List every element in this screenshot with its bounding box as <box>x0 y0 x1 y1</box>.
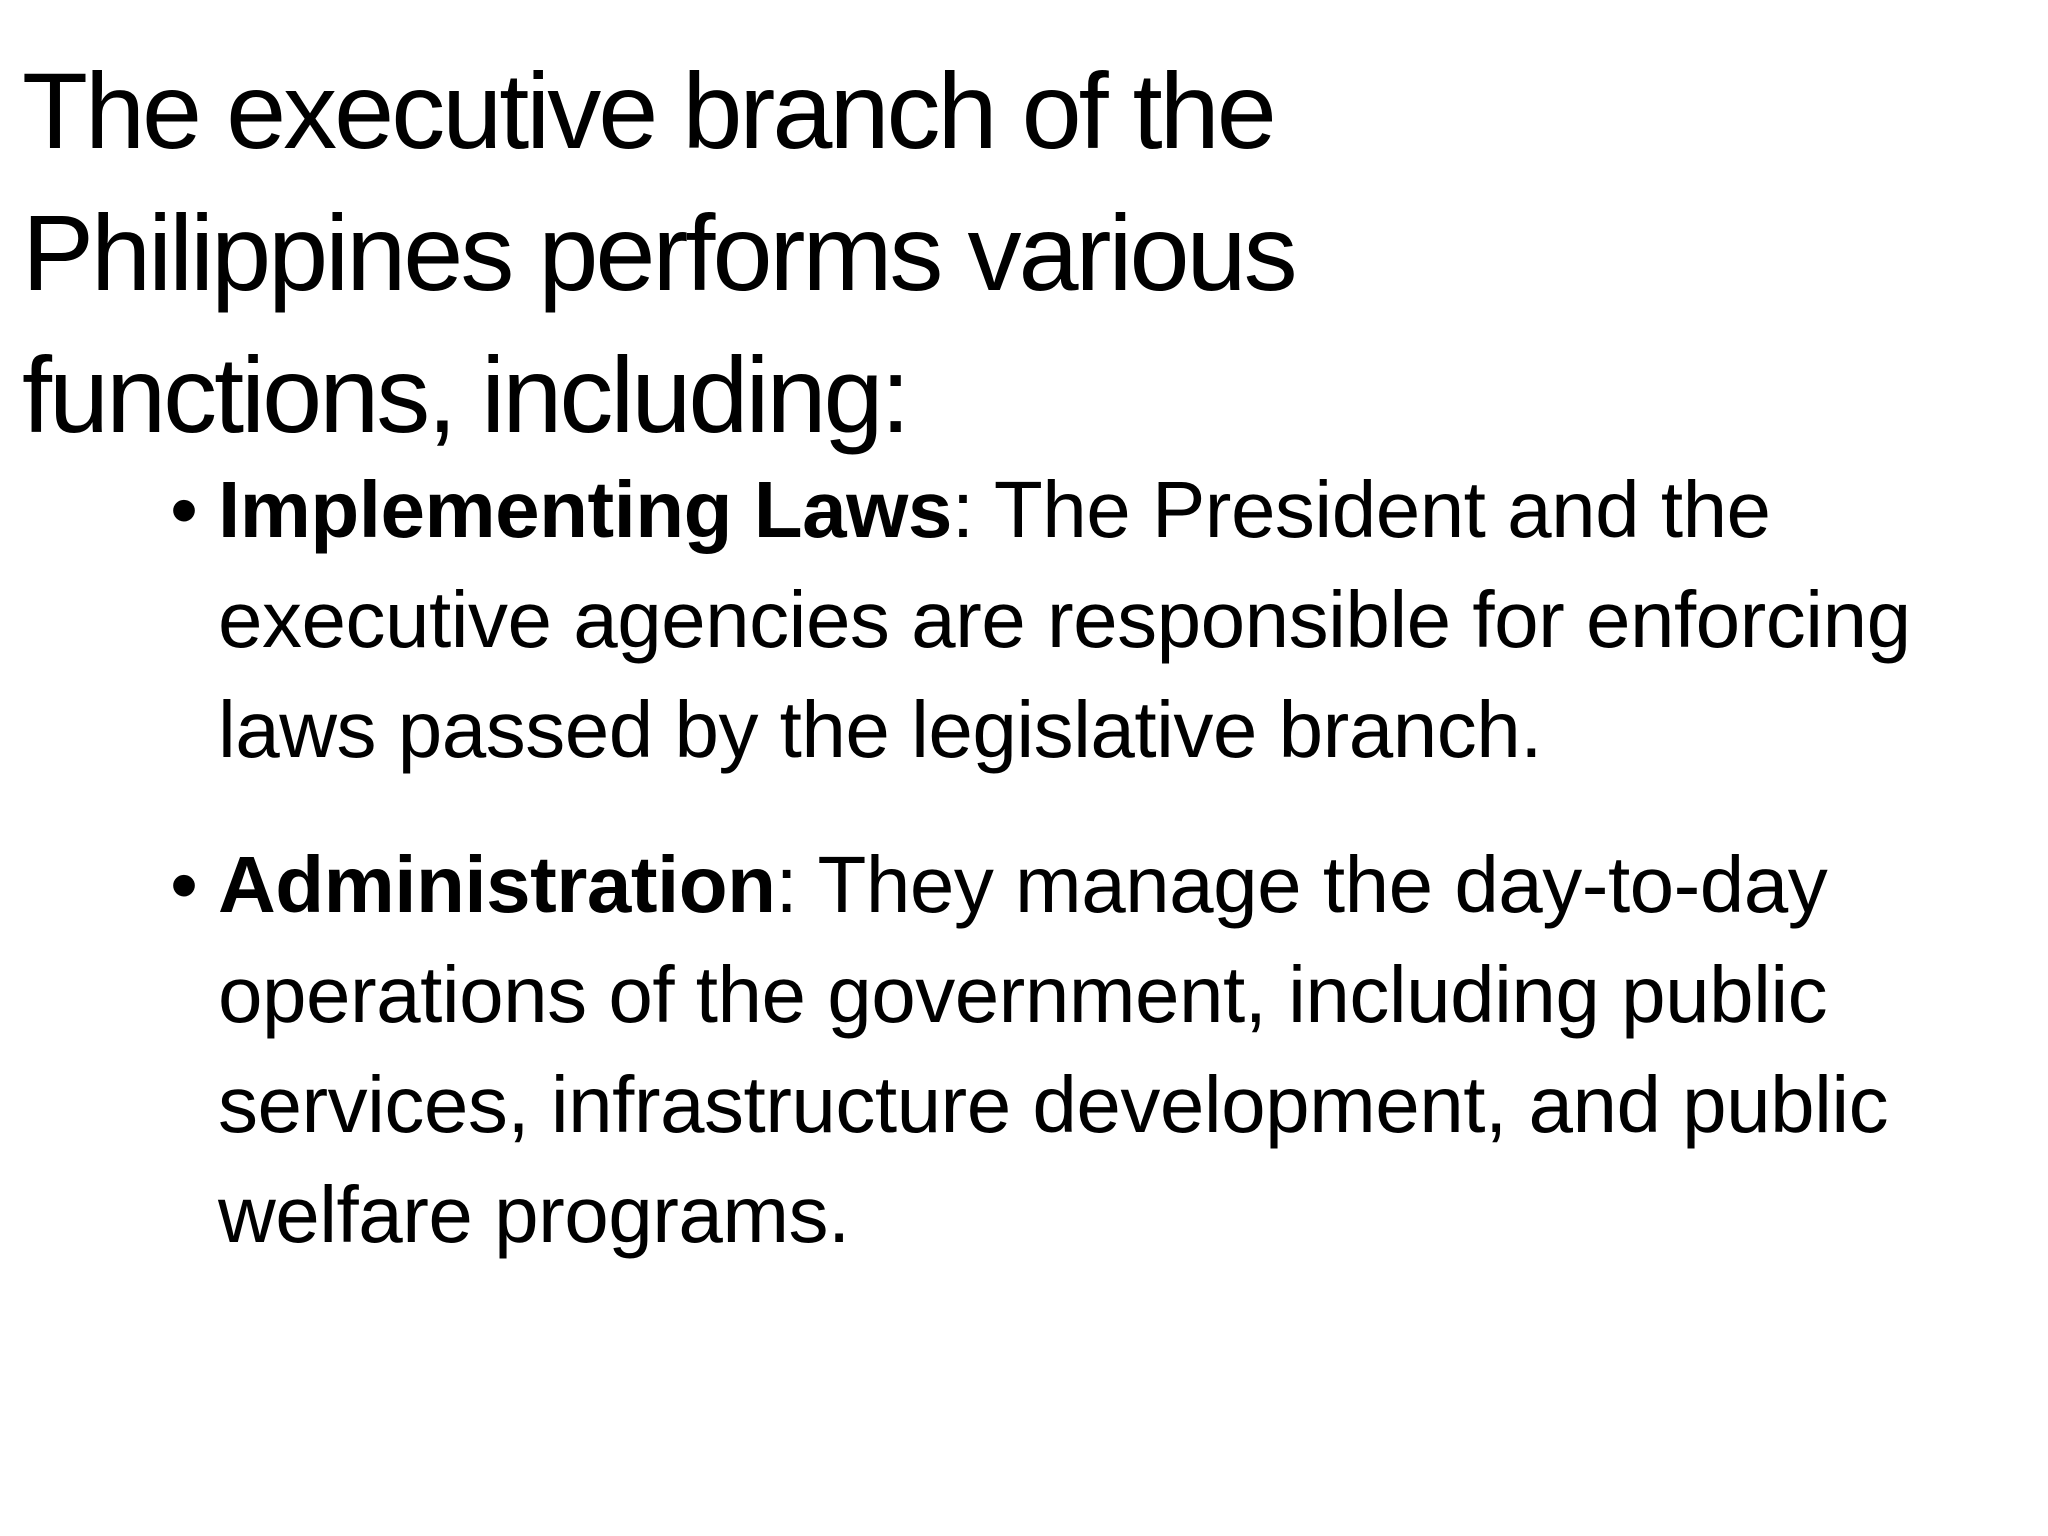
bullet-separator: : <box>951 465 974 554</box>
bullet-marker: • <box>170 465 198 554</box>
bullet-text: The President and the executive agencies are responsible for enforcing laws passed by the legislative branch. <box>218 465 1911 774</box>
bullet-list <box>168 455 1928 1315</box>
bullet-term: Implementing Laws <box>218 465 952 554</box>
bullet-separator: : <box>775 840 798 929</box>
bullet-item-administration <box>168 830 1928 1270</box>
bullet-item-implementing-laws <box>168 455 1928 785</box>
slide-title: The executive branch of the Philippines performs various functions, including: <box>22 50 1295 455</box>
bullet-text: They manage the day-to-day operations of the government, including public services, infrastructure development, and public welfare programs. <box>218 840 1889 1259</box>
bullet-term: Administration <box>218 840 776 929</box>
bullet-marker: • <box>170 840 198 929</box>
